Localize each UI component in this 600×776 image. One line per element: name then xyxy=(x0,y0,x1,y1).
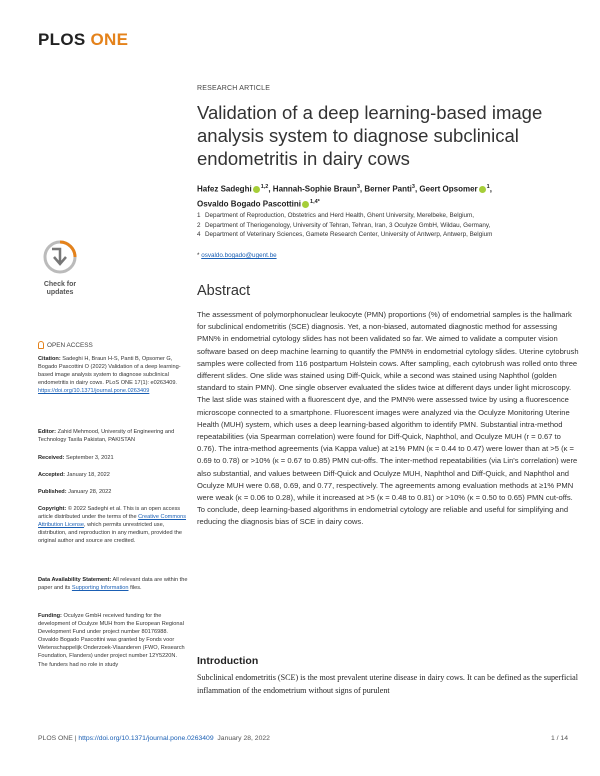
abstract-text: The assessment of polymorphonuclear leukocyte (PMN) proportions (%) of endometrial samples is the hallmark for subclinical endometritis (SCE) diagnosis. Yet, a non-biased, automated diagnostic method for assessing PMN% in endometrial cytology slides has not been validated so far. We aimed to validate a computer vision software based on deep machine learning to quantify the PMN% in endometrial cytology slides. Uterine cytobrush samples were collected from 116 postpartum Holstein cows. After sampling, each cytobrush was rolled onto three different slides. One slide was stained using Diff-Quick, while a second was stained using Naphthol (golden standard to stain PMN). One single observer evaluated the slides twice at different days under light microscopy. The last slide was stained with a fluorescent dye, and the PMN% were assessed twice by using a fluorescence microscope connected to a smartphone. Fluorescent images were analyzed via the Oculyze Monitoring Uterine Health (MUH) system, which uses a deep learning-based algorithm to identify PMN. Substantial intra-method repeatabilities (via Spearman correlation) were found for Diff-Quick, Naphthol, and Oculyze MUH (r = 0.67 to 0.76). The intra-method agreements (via Kappa value) at ≥1% PMN (κ = 0.44 to 0.47) were lower than at >5 (κ = 0.69 to 0.78) or >10% (κ = 0.67 to 0.85) PMN cut-offs. The inter-method repeatabilities (via Lin's correlation) were also substantial, and values between Diff-Quick and Oculyze MUH, Naphthol and Diff-Quick, and Naphthol and Oculyze MUH were 0.68, 0.69, and 0.77, respectively. The agreements among evaluation methods at ≥1% PMN were weak (κ = 0.06 to 0.28), while it increased at >5 (κ = 0.48 to 0.81) or >10% (κ = 0.50 to 0.65) PMN cut-offs. To conclude, deep learning-based algorithms in endometrial cytology are reliable and useful for simplifying and reducing the diagnosis bias of SCE in dairy cows. xyxy=(197,310,579,527)
article-type: RESEARCH ARTICLE xyxy=(197,85,271,92)
check-for-updates-badge[interactable] xyxy=(34,240,86,294)
introduction-text: Subclinical endometritis (SCE) is the most prevalent uterine disease in dairy cows. It can be defined as the superficial inflammation of the endometrium without signs of purulent xyxy=(197,673,578,695)
article-title: Validation of a deep learning-based image analysis system to diagnose subclinical endometritis in dairy cows xyxy=(197,102,543,169)
footer-doi-link[interactable]: https://doi.org/10.1371/journal.pone.0263409 xyxy=(78,735,214,742)
author-4[interactable]: Geert Opsomer xyxy=(419,184,478,194)
author-3[interactable]: Berner Panti xyxy=(364,184,412,194)
author-3-affil: 3 xyxy=(411,184,415,190)
page-footer xyxy=(38,735,568,742)
affiliation-3: 4 Department of Veterinary Sciences, Gamete Research Center, University of Antwerp, Antwerp, Belgium xyxy=(197,231,493,238)
accepted-date: Accepted: January 18, 2022 xyxy=(38,472,110,478)
author-5-affil: 1,4* xyxy=(310,198,320,205)
open-access: OPEN ACCESS xyxy=(38,341,93,349)
author-2[interactable]: Hannah-Sophie Braun xyxy=(272,184,357,194)
abstract-heading: Abstract xyxy=(197,283,251,299)
journal-logo xyxy=(38,30,128,50)
page-number: 1 / 14 xyxy=(550,735,568,742)
citation: Citation: Sadeghi H, Braun H-S, Panti B, Opsomer G, Bogado Pascottini O (2022) Validation of a deep learning-based image analysis system to diagnose subclinical endometritis in dairy cows. PLoS ONE 17(1): e0263409. https://doi.org/10.1371/journal.pone.0263409 xyxy=(38,356,181,395)
footer-separator: | xyxy=(74,735,77,742)
supporting-info-link[interactable]: Supporting Information xyxy=(71,585,129,592)
author-2-affil: 3 xyxy=(356,184,360,190)
affiliation-2: 2 Department of Theriogenology, University of Tehran, Tehran, Iran, 3 Oculyze GmbH, Wildau, Germany, xyxy=(197,221,491,229)
affiliations xyxy=(197,211,577,240)
corresponding-email[interactable]: * osvaldo.bogado@ugent.be xyxy=(197,252,277,259)
copyright: Copyright: © 2022 Sadeghi et al. This is an open access article distributed under the terms of the Creative Commons Attribution License, which permits unrestricted use, distribution, and reproduction in any medium, provided the original author and source are credited. xyxy=(38,506,187,545)
funding: Funding: Oculyze GmbH received funding for the development of Oculyze MUH from the European Regional Development Fund under project number 80176988. Osvaldo Bogado Pascottini was granted by Fonds voor Wetenschappelijk Onderzoek-Vlaanderen (FWO, Research Foundation, Flanders) under project number 12Y5220N. The funders had no role in study xyxy=(38,613,185,668)
footer-date: January 28, 2022 xyxy=(217,735,270,742)
orcid-icon[interactable] xyxy=(253,186,260,193)
check-updates-label: Check for updates xyxy=(43,281,77,296)
orcid-icon[interactable] xyxy=(302,201,309,208)
open-access-icon xyxy=(38,341,44,349)
check-updates-icon xyxy=(34,240,86,274)
data-availability: Data Availability Statement: All relevant data are within the paper and its Supporting Information files. xyxy=(38,577,188,592)
citation-doi-link[interactable]: https://doi.org/10.1371/journal.pone.0263409 xyxy=(38,388,150,395)
footer-journal: PLOS ONE xyxy=(38,735,73,742)
orcid-icon[interactable] xyxy=(479,186,486,193)
author-5[interactable]: Osvaldo Bogado Pascottini xyxy=(197,199,302,209)
logo-one: ONE xyxy=(90,30,129,49)
author-4-affil: 1 xyxy=(486,184,490,190)
cc-license-link[interactable]: Creative Commons Attribution License xyxy=(38,514,187,529)
introduction-heading: Introduction xyxy=(197,655,259,667)
received-date: Received: September 3, 2021 xyxy=(38,455,114,461)
author-1[interactable]: Hafez Sadeghi xyxy=(197,184,252,194)
author-list: Hafez Sadeghi $^{1,2}$, Hannah-Sophie Braun$^3$, Berner Panti$^3$, Geert Opsomer $^1$, Osvaldo Bogado Pascottini $^{1,4*}$ xyxy=(197,184,492,209)
editor: Editor: Zahid Mehmood, University of Engineering and Technology Taxila Pakistan, PAKISTAN xyxy=(38,429,175,444)
affiliation-1: 1 Department of Reproduction, Obstetrics and Herd Health, Ghent University, Merelbeke, Belgium, xyxy=(197,212,475,219)
logo-plos: PLOS xyxy=(38,30,86,49)
published-date: Published: January 28, 2022 xyxy=(38,489,112,495)
author-1-affil: 1,2 xyxy=(260,184,269,190)
